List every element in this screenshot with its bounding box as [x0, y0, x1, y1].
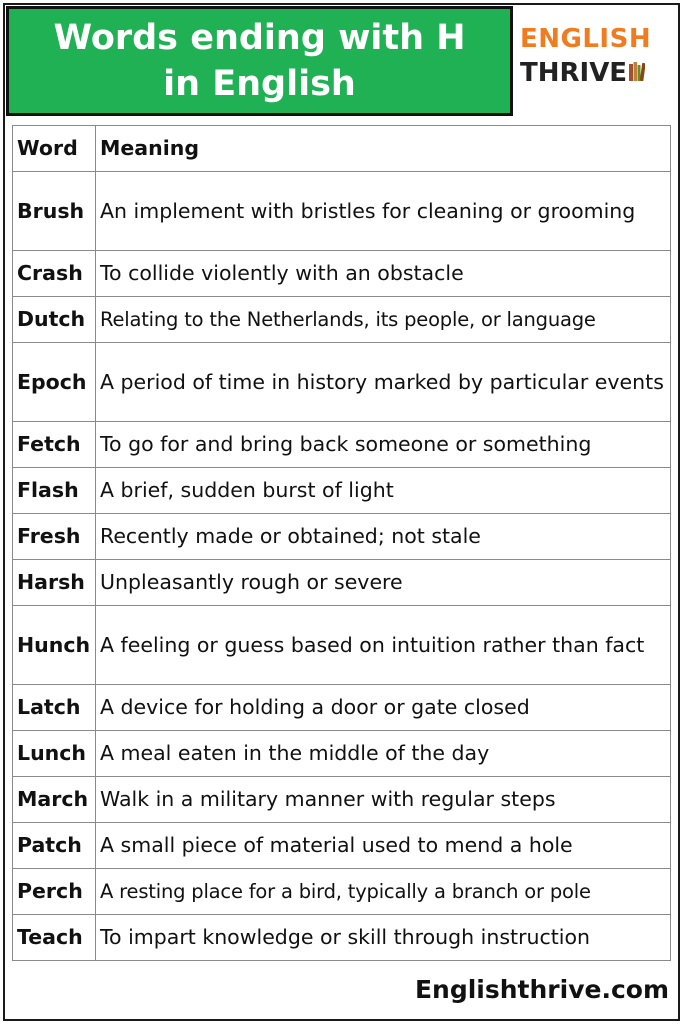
- table-row: [13, 606, 671, 685]
- footer-site-url: Englishthrive.com: [414, 975, 669, 1004]
- meaning-cell: A small piece of material used to mend a hole: [96, 823, 671, 869]
- word-cell: Patch: [13, 823, 96, 869]
- meaning-cell: A device for holding a door or gate closed: [96, 685, 671, 731]
- table-row: [13, 422, 671, 468]
- table-row: [13, 297, 671, 343]
- meaning-cell: To go for and bring back someone or something: [96, 422, 671, 468]
- word-cell: Crash: [13, 251, 96, 297]
- word-cell: Latch: [13, 685, 96, 731]
- meaning-cell: A period of time in history marked by particular events: [96, 343, 671, 422]
- table-row: [13, 915, 671, 961]
- word-cell: Fresh: [13, 514, 96, 560]
- word-cell: Dutch: [13, 297, 96, 343]
- meaning-cell: A meal eaten in the middle of the day: [96, 731, 671, 777]
- meaning-cell: Relating to the Netherlands, its people, or language: [96, 297, 671, 343]
- word-cell: Perch: [13, 869, 96, 915]
- meaning-cell: Recently made or obtained; not stale: [96, 514, 671, 560]
- column-header-meaning: Meaning: [96, 126, 671, 172]
- meaning-cell: To impart knowledge or skill through instruction: [96, 915, 671, 961]
- word-cell: Lunch: [13, 731, 96, 777]
- table-row: [13, 560, 671, 606]
- page-title-line-1: Words ending with H: [53, 18, 466, 58]
- table-row: [13, 777, 671, 823]
- table-row: [13, 172, 671, 251]
- word-cell: Teach: [13, 915, 96, 961]
- table-row: [13, 731, 671, 777]
- logo-text-english: ENGLISH: [520, 24, 652, 54]
- meaning-cell: Unpleasantly rough or severe: [96, 560, 671, 606]
- table-row: [13, 823, 671, 869]
- books-icon: [629, 61, 645, 85]
- logo-text-thrive: THRIVE: [520, 58, 628, 88]
- words-table: [12, 125, 671, 961]
- word-cell: Harsh: [13, 560, 96, 606]
- word-cell: Hunch: [13, 606, 96, 685]
- column-header-word: Word: [13, 126, 96, 172]
- meaning-cell: A resting place for a bird, typically a branch or pole: [96, 869, 671, 915]
- word-cell: March: [13, 777, 96, 823]
- word-cell: Fetch: [13, 422, 96, 468]
- meaning-cell: To collide violently with an obstacle: [96, 251, 671, 297]
- brand-logo: [520, 22, 670, 102]
- meaning-cell: A brief, sudden burst of light: [96, 468, 671, 514]
- table-header-row: [13, 126, 671, 172]
- meaning-cell: A feeling or guess based on intuition rather than fact: [96, 606, 671, 685]
- table-row: [13, 869, 671, 915]
- page-title-line-2: in English: [163, 64, 356, 104]
- word-cell: Flash: [13, 468, 96, 514]
- word-cell: Epoch: [13, 343, 96, 422]
- table-row: [13, 685, 671, 731]
- title-banner: [6, 6, 513, 116]
- table-row: [13, 468, 671, 514]
- meaning-cell: An implement with bristles for cleaning or grooming: [96, 172, 671, 251]
- table-row: [13, 514, 671, 560]
- table-row: [13, 343, 671, 422]
- meaning-cell: Walk in a military manner with regular steps: [96, 777, 671, 823]
- table-row: [13, 251, 671, 297]
- word-cell: Brush: [13, 172, 96, 251]
